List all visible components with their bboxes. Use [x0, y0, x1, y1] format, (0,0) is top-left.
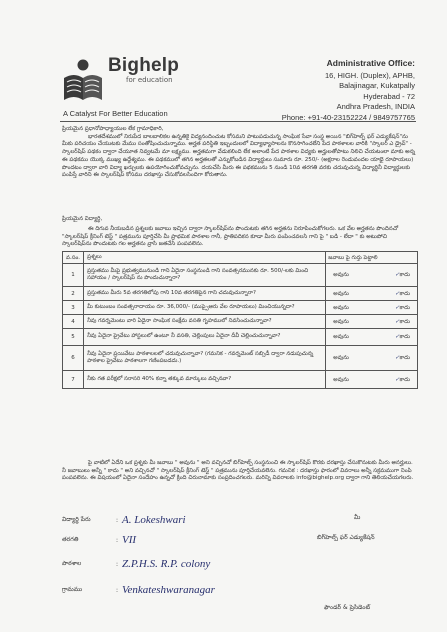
table-row — [63, 329, 418, 346]
no-option[interactable]: కాదు — [399, 355, 410, 361]
table-row — [63, 315, 418, 329]
tagline: A Catalyst For Better Education — [63, 109, 168, 118]
row-number: 3 — [63, 301, 84, 315]
question-text: ప్రస్తుతము మీపై ప్రభుత్వమునుండి గాని ఏదైనా సంస్థనుండి గాని సంవత్సరమునకు రూ. 500/-లకు మించి సహాయం / స్కాలర్‌షిప్ ను పొందుచున్నారా? — [84, 264, 326, 287]
field-name: విద్యార్థి పేరు : A. Lokeshwari — [62, 514, 186, 526]
field-class: తరగతి : VII — [62, 534, 137, 546]
no-option[interactable]: కాదు — [399, 272, 410, 278]
yes-option[interactable]: అవును — [333, 355, 349, 361]
row-number: 2 — [63, 287, 84, 301]
eligibility-table — [62, 251, 418, 389]
brand-name: Bighelp — [108, 55, 180, 76]
checkmark-icon: ✓ — [394, 318, 400, 325]
row-number: 1 — [63, 264, 84, 287]
row-number: 6 — [63, 346, 84, 371]
question-text: ప్రస్తుతము మీరు 5వ తరగతిలోపు గాని 10వ తరగతిపైన గాని చదువుచున్నారా? — [84, 287, 326, 301]
salutation: ప్రియమైన ప్రధానోపాధ్యాయుల లేక గ్రామాధికారి, — [62, 126, 164, 132]
yes-option[interactable]: అవును — [333, 376, 349, 383]
yes-option[interactable]: అవును — [333, 290, 349, 297]
office-title: Administrative Office: — [326, 58, 415, 68]
no-option[interactable]: కాదు — [399, 318, 410, 325]
organization-name: బిగ్‌హెల్ప్ ఫర్ ఎడ్యుకేషన్ — [317, 534, 375, 541]
header-divider — [60, 121, 416, 122]
yes-option[interactable]: అవును — [333, 304, 349, 311]
name-value[interactable]: A. Lokeshwari — [122, 514, 186, 526]
instructions-paragraph: ఈ దిగువ నీయబడిన ప్రశ్నలకు జవాబు ఇచ్చిన ద్వారా స్కాలర్‌షిప్‌ను పొందుటకు తగిన అర్హతను నిరూపించుకోగలరు. ఒక వేల అర్హతను పొందినచో "స్కాలర్‌షిప్ క్రీనింగ్ టెస్ట్ " పత్రమును పూర్తిచేసి మీ ప్రాథమిక పాఠశాల గానీ, ప్రాతిపదికన కూడా మీరు పంపించవలసి గాని పై " బడి - లేదా " కు అటుపోచి స్కాలర్‌షిప్‌ను పొందుటకు గల అర్హతను వ్రాసి జతచేసి పంపవలెను. — [62, 226, 399, 248]
col-header-number: వ.సం. — [63, 252, 84, 264]
closing-paragraph: పై వాటిలో ఏదేని ఒక ప్రశ్నకు మీ జవాబు " అవును " అని వచ్చినచో బిగ్‌హెల్ప్ సంస్థనుంచి ఈ స్కాలర్‌షిప్ కొరకు దరఖాస్తు చేసుకొనుటకు మీరు అనర్హులు. నీ జవాబులు అన్నీ " కాదు " అని వచ్చినచో " స్కాలర్‌షిప్ క్రీనింగ్ టెస్ట్ " పత్రమును పూర్తిచేయవలెను. గమనిక : దరఖాస్తు ఫారంలో వివరాలు అన్నీ సక్రమముగా నింపి పంపవలెను. ఈ విషయంలో ఏదైనా సందేహం ఉన్నచో క్రింది చిరునామాకు సంప్రదించగలరు. మరిన్ని వివరాలకు info@bighelp.org ద్వారా గాని తెలియచేయగలరు. — [62, 460, 414, 482]
office-address — [282, 58, 415, 123]
office-line: Balajinagar, Kukatpally — [339, 81, 415, 90]
school-label: పాఠశాల — [62, 560, 82, 567]
brand-sub: for education — [126, 76, 173, 84]
class-label: తరగతి — [62, 536, 79, 543]
office-line: 16, HIGH. (Duplex), APHB, — [324, 70, 415, 80]
row-number: 5 — [63, 329, 84, 346]
office-line: Andhra Pradesh, INDIA — [336, 102, 415, 111]
row-number: 7 — [63, 371, 84, 389]
table-header-row — [63, 252, 418, 264]
checkmark-icon: ✓ — [394, 272, 400, 278]
sign-label: మీ — [354, 514, 361, 521]
student-salutation: ప్రియమైన విద్యార్థి, — [62, 216, 103, 222]
field-school: పాఠశాల : Z.P.H.S. R.P. colony — [62, 558, 211, 570]
brand-logo — [62, 56, 179, 102]
field-village: గ్రామము : Venkateshwaranagar — [62, 584, 215, 596]
checkmark-icon: ✓ — [394, 290, 400, 297]
no-option[interactable]: కాదు — [399, 304, 410, 311]
founder-title: ఫౌండర్ & ప్రెసిడెంట్ — [324, 604, 371, 611]
question-text: మీ కుటుంబం సంవత్సరాదాయం రూ. 36,000/- (ముప్పైఆరు వేల రూపాయలు) మించియున్నదా? — [84, 301, 326, 315]
checkmark-icon: ✓ — [394, 304, 400, 311]
col-header-answer: జవాబు పై గుర్తు పెట్టాలి — [326, 252, 418, 264]
table-row — [63, 301, 418, 315]
question-text: నీవు ఏదైనా ప్రయివేటు పాఠశాలలలో చదువుచున్నావా? (గమనిక - గవర్నమెంట్ సబ్సిడీ ద్వారా నడుపుచున్న పాఠశాల ప్రైవేటు పాఠశాలగా గణింపబడదు.) — [84, 346, 326, 371]
open-book-logo-icon — [62, 56, 104, 102]
row-number: 4 — [63, 315, 84, 329]
office-phone: Phone: +91-40-23152224 / 9849757765 — [281, 112, 415, 122]
checkmark-icon: ✓ — [394, 376, 400, 383]
yes-option[interactable]: అవును — [333, 334, 349, 340]
table-row — [63, 287, 418, 301]
village-value[interactable]: Venkateshwaranagar — [122, 584, 215, 596]
question-text: నీకు గత పరీక్షలో సరాసరి 40% కన్నా తక్కువ మార్కులు వచ్చినవా? — [84, 371, 326, 389]
checkmark-icon: ✓ — [394, 334, 400, 340]
office-line: Hyderabad - 72 — [363, 91, 415, 101]
table-row — [63, 346, 418, 371]
intro-section — [62, 126, 418, 180]
question-text: నీవు గవర్నమెంటు వారి ఏదైనా సాంఘిక సంక్షేమ వసతి గృహములో నివసించుచున్నావా? — [84, 315, 326, 329]
no-option[interactable]: కాదు — [399, 290, 410, 297]
table-row — [63, 371, 418, 389]
table-row — [63, 264, 418, 287]
village-label: గ్రామము — [62, 586, 83, 593]
col-header-questions: ప్రశ్నలు — [84, 252, 326, 264]
name-label: విద్యార్థి పేరు — [62, 516, 91, 523]
yes-option[interactable]: అవును — [333, 272, 349, 278]
checkmark-icon: ✓ — [394, 355, 400, 361]
school-value[interactable]: Z.P.H.S. R.P. colony — [122, 558, 211, 570]
class-value[interactable]: VII — [122, 534, 137, 546]
yes-option[interactable]: అవును — [333, 318, 349, 325]
no-option[interactable]: కాదు — [399, 334, 410, 340]
question-text: నీవు ఏదైనా ప్రైవేటు హాస్టలులో ఉంటూ నీ వసతి, చెల్లింపులు ఏదైనా దీవీ చెల్లించుచున్నావా? — [84, 329, 326, 346]
no-option[interactable]: కాదు — [399, 376, 410, 383]
intro-paragraph: భారతదేశములో నిరుపేద బాలబాలికల ఉన్నతికై విద్యనందించుట కోసమని పాటుపడుచున్న సాంఘిక సేవా సంస్థ అయిన "బిగ్‌హెల్ప్ ఫర్ ఎడ్యుకేషన్"ను మీకు పరిచయం చేయుటకు మేము సంతోషించుచున్నాము. అర్హత పరిస్థితి ఇబ్బందులలో విద్యాభ్యాసాలను కొనసాగించలేని పేద పాఠశాలల వారికి "స్కాలర్ ఎ డ్రైవ్" - స్కాలర్‌షిప్ పథకం ద్వారా చేయూత నివ్వటమే మా లక్ష్యము. అర్హతమగా వేడుకలింది లేక అలాంటి పేద పాఠశాల విద్యకు అర్హులతోపాటు నిలిచి చేయటంలా మాకు అన్న ఈ పథకము యొక్క ముఖ్య ఉద్దేశ్యము. ఈ పథకములో తగిన అర్హతలతో ఎన్నుకోబడిన విద్యార్థులు సుమారు రూ. 250/- (అక్షరాల రెండువందల యాభై రూపాయలు) పొందటం ద్వారా వారి విద్యా ఖర్చులకు ఉపయోగించుకోవచ్చును. దయచేసి మీరు ఈ పథకమును 5 నుండి 10వ తరగతి వరకు చదువుచున్న విద్యార్థినీ విద్యార్థులకు పంపిస్తే వారిని ఈ స్కాలర్‌షిప్ కోసము దరఖాస్తు చేసుకోవలసిందిగా కోరుతాను. — [62, 133, 416, 179]
